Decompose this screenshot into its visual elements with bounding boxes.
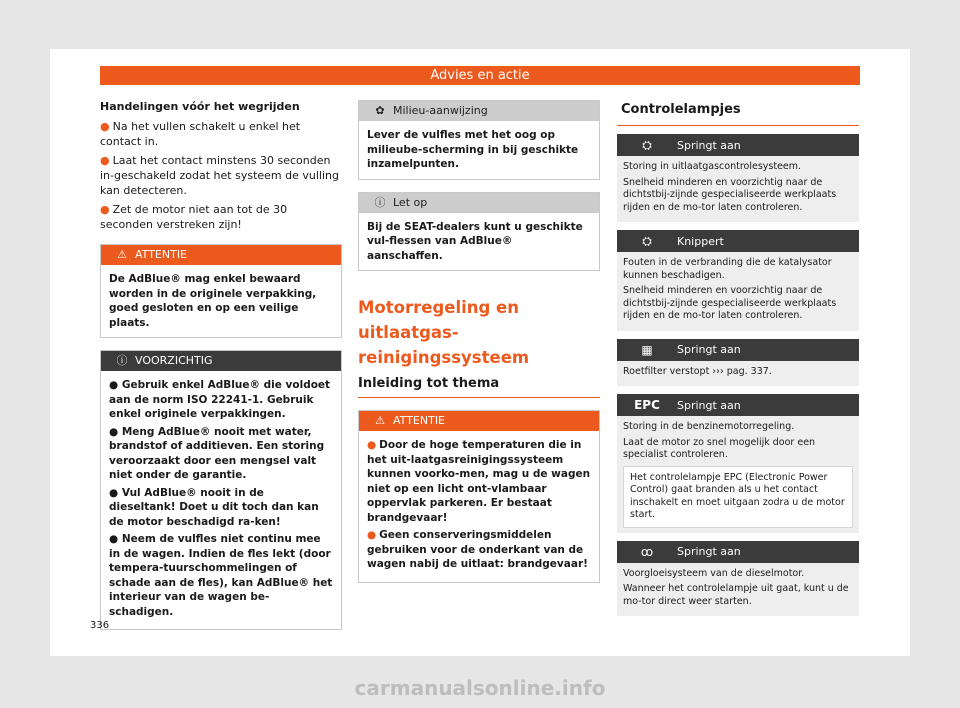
bullet-2: ● Laat het contact minstens 30 seconden in-geschakeld zodat het systeem de vulling kan detecteren.	[100, 154, 339, 197]
lamp-body	[617, 563, 859, 617]
note-header: ⓘ Let op	[359, 193, 599, 213]
epc-icon: EPC	[634, 398, 660, 412]
lamp-body	[617, 156, 859, 222]
lamp-header	[617, 541, 859, 563]
intro-title: Inleiding tot thema	[358, 376, 600, 398]
bullet-3: ● Zet de motor niet aan tot de 30 seconden verstreken zijn!	[100, 203, 288, 231]
lamp-header	[617, 394, 859, 416]
attention-header-2: ⚠ ATTENTIE	[359, 411, 599, 431]
caution-item: ● Gebruik enkel AdBlue® die voldoet aan de norm ISO 22241-1. Gebruik enkel originele verpakkingen.	[109, 379, 331, 420]
info-circle-icon: ⓘ	[116, 354, 128, 367]
caution-item: ● Meng AdBlue® nooit met water, brandstof of additieven. Een storing veroorzaakt door een mengsel valt niet onder de garantie.	[109, 425, 325, 481]
caution-body	[101, 371, 341, 629]
lamp-header	[617, 134, 859, 156]
column-1	[100, 100, 342, 630]
lamp-text: Roetfilter verstopt ››› pag. 337.	[623, 365, 772, 377]
attention-box-2	[358, 410, 600, 583]
bullet-1: ● Na het vullen schakelt u enkel het contact in.	[100, 120, 301, 148]
section-title: Motorregeling en uitlaatgas-reinigingssysteem	[358, 298, 530, 367]
flower-icon: ✿	[375, 104, 385, 117]
particle-filter-icon: ▦	[641, 342, 653, 357]
lamp-text: Laat de motor zo snel mogelijk door een specialist controleren.	[623, 436, 816, 460]
lamp-label: Springt aan	[677, 343, 741, 356]
lamp-header	[617, 339, 859, 361]
attention-item: ● Geen conserveringsmiddelen gebruiken voor de onderkant van de wagen nabij de uitlaat: brandgevaar!	[367, 529, 588, 570]
warning-lamps-title: Controlelampjes	[617, 100, 859, 126]
lamp-body	[617, 361, 859, 387]
attention-body-2	[359, 431, 599, 582]
lamp-block	[617, 541, 859, 617]
lamp-text: Storing in de benzinemotorregeling.	[623, 421, 795, 432]
lamp-header	[617, 230, 859, 252]
attention-body: De AdBlue® mag enkel bewaard worden in de originele verpakking, goed gesloten en op een veilige plaats.	[109, 273, 317, 329]
page-number: 336	[90, 620, 110, 631]
attention-header: ⚠ ATTENTIE	[101, 245, 341, 265]
attention-box	[100, 244, 342, 338]
engine-icon: ⛭	[642, 233, 652, 248]
warning-triangle-icon: ⚠	[117, 248, 127, 261]
lamp-text: Voorgloeisysteem van de dieselmotor.	[623, 567, 805, 579]
lamp-label: Springt aan	[677, 545, 741, 558]
attention-item: ● Door de hoge temperaturen die in het uit-laatgasreinigingssysteem kunnen voorko-men, mag u de wagen niet op een licht ont-vlambaar oppervlak parkeren. Er bestaat brandgevaar!	[367, 439, 591, 524]
caution-item: ● Vul AdBlue® nooit in de dieseltank! Doet u dit toch dan kan de motor beschadigd ra-ken!	[109, 486, 319, 528]
lamp-block	[617, 394, 859, 533]
note-box	[358, 192, 600, 272]
lamp-text: Wanneer het controlelampje uit gaat, kunt u de mo-tor direct weer starten.	[623, 583, 849, 607]
lamp-label: Springt aan	[677, 138, 741, 152]
info-square-icon: ⓘ	[374, 195, 386, 209]
lamp-label: Springt aan	[677, 398, 741, 412]
engine-icon: ⛭	[642, 137, 652, 152]
lamp-block	[617, 230, 859, 331]
lamp-text: Snelheid minderen en voorzichtig naar de dichtstbij-zijnde gespecialiseerde werkplaats rijden en de mo-tor laten controleren.	[623, 176, 837, 213]
lamp-body	[617, 416, 859, 533]
watermark: carmanualsonline.info	[354, 676, 606, 700]
environment-body: Lever de vulfles met het oog op milieube-scherming in bij geschikte inzamelpunten.	[367, 129, 579, 170]
warning-triangle-icon: ⚠	[375, 414, 385, 427]
lamp-block	[617, 339, 859, 387]
lamp-text: Storing in uitlaatgascontrolesysteem.	[623, 161, 802, 172]
environment-header: ✿ Milieu-aanwijzing	[359, 101, 599, 121]
lamp-body	[617, 252, 859, 331]
lamp-block	[617, 134, 859, 222]
glow-plug-icon: ꝏ	[640, 544, 654, 559]
section-banner: Advies en actie	[100, 66, 860, 85]
environment-box	[358, 100, 600, 180]
lamp-label: Knippert	[677, 234, 724, 248]
lamp-text: Snelheid minderen en voorzichtig naar de dichtstbij-zijnde gespecialiseerde werkplaats rijden en de mo-tor laten controleren.	[623, 285, 837, 321]
caution-header: ⓘ VOORZICHTIG	[101, 351, 341, 371]
caution-item: ● Neem de vulfles niet continu mee in de wagen. Indien de fles lekt (door tempera-tuurschommelingen of schade aan de fles), kan AdBlue® het interieur van de wagen be-schadigen.	[109, 533, 333, 618]
note-body: Bij de SEAT-dealers kunt u geschikte vul-flessen van AdBlue® aanschaffen.	[367, 220, 583, 262]
column-2	[358, 100, 600, 583]
column-3	[617, 100, 859, 616]
heading-before-driving: Handelingen vóór het wegrijden	[100, 100, 300, 113]
caution-box	[100, 350, 342, 630]
lamp-text: Fouten in de verbranding die de katalysator kunnen beschadigen.	[623, 257, 832, 281]
lamp-subnote: Het controlelampje EPC (Electronic Power Control) gaat branden als u het contact inschakelt en moet uitgaan zodra u de motor start.	[623, 466, 853, 528]
